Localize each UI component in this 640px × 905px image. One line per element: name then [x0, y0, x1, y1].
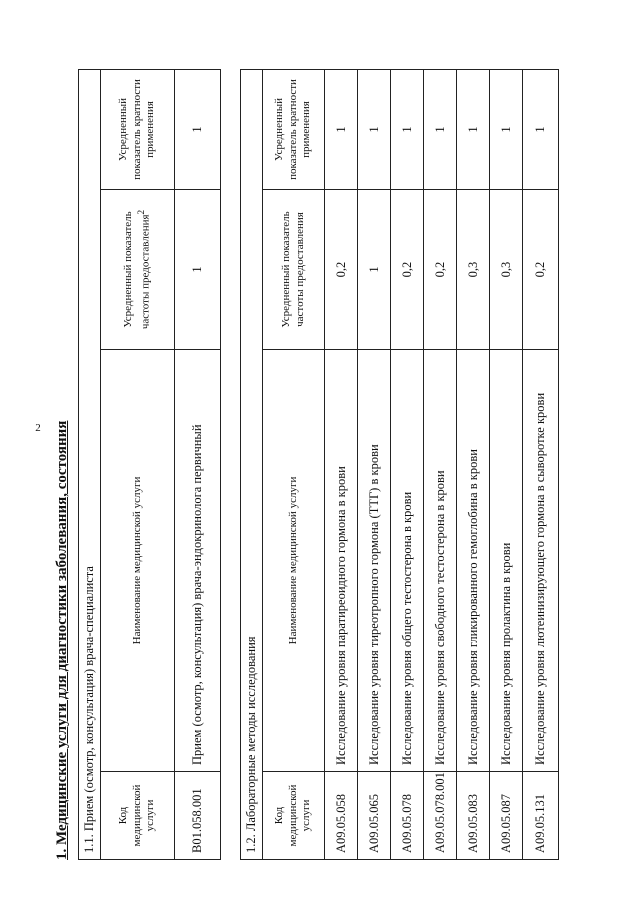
footnote-marker: 2 — [135, 209, 146, 215]
table-row-name: Исследование уровня тиреотропного гормона (ТТГ) в крови — [358, 350, 391, 772]
table1-header-name: Наименование медицинской услуги — [101, 350, 175, 772]
table-row-code: A09.05.131 — [523, 772, 559, 860]
table-row-mult: 1 — [523, 69, 559, 189]
table1-header-code: Код медицинской услуги — [101, 772, 175, 860]
table2-caption: 1.2. Лабораторные методы исследования — [241, 69, 263, 859]
table1-row-code: B01.058.001 — [175, 772, 221, 860]
table-row-name: Исследование уровня лютеинизирующего гормона в сыворотке крови — [523, 350, 559, 772]
table-row-mult: 1 — [457, 69, 490, 189]
table-row-freq: 0,2 — [523, 190, 559, 350]
table2-header-code: Код медицинской услуги — [263, 772, 325, 860]
table-row-freq: 0,2 — [391, 190, 424, 350]
table-row-code: A09.05.065 — [358, 772, 391, 860]
table1-row-mult: 1 — [175, 69, 221, 189]
table-row-code: A09.05.078 — [391, 772, 424, 860]
table-row-mult: 1 — [391, 69, 424, 189]
table-row-freq: 0,2 — [325, 190, 358, 350]
table-row-name: Исследование уровня свободного тестостерона в крови — [424, 350, 457, 772]
page-number: 2 — [35, 422, 41, 434]
table2-header-mult: Усредненный показатель кратности применения — [263, 69, 325, 189]
table1-caption: 1.1. Прием (осмотр, консультация) врача-специалиста — [79, 69, 101, 859]
table-row-code: A09.05.058 — [325, 772, 358, 860]
table-row-code: A09.05.078.001 — [424, 772, 457, 860]
table1-header-mult: Усредненный показатель кратности применения — [101, 69, 175, 189]
table2-header-name: Наименование медицинской услуги — [263, 350, 325, 772]
table-row-name: Исследование уровня пролактина в крови — [490, 350, 523, 772]
table-specialist-consultation — [78, 69, 221, 860]
table-row-freq: 0,2 — [424, 190, 457, 350]
table-row-freq: 0,3 — [490, 190, 523, 350]
table1-header-freq-text: Усредненный показатель частоты предоставления — [121, 211, 152, 330]
rotated-page-content — [50, 30, 620, 860]
table-row-name: Исследование уровня гликированного гемоглобина в крови — [457, 350, 490, 772]
table-row-mult: 1 — [490, 69, 523, 189]
table-row-freq: 1 — [358, 190, 391, 350]
table1-row-freq: 1 — [175, 190, 221, 350]
table1-header-freq — [101, 190, 175, 350]
table-row-mult: 1 — [424, 69, 457, 189]
section-title: 1. Медицинские услуги для диагностики заболевания, состояния — [54, 420, 70, 860]
table2-header-freq: Усредненный показатель частоты предоставления — [263, 190, 325, 350]
table-laboratory-methods — [240, 69, 559, 860]
table1-row-name: Прием (осмотр, консультация) врача-эндокринолога первичный — [175, 350, 221, 772]
table-row-freq: 0,3 — [457, 190, 490, 350]
table-row-code: A09.05.083 — [457, 772, 490, 860]
table-row-code: A09.05.087 — [490, 772, 523, 860]
table-row-mult: 1 — [325, 69, 358, 189]
table-row-name: Исследование уровня общего тестостерона в крови — [391, 350, 424, 772]
table-row-name: Исследование уровня паратиреоидного гормона в крови — [325, 350, 358, 772]
table-row-mult: 1 — [358, 69, 391, 189]
